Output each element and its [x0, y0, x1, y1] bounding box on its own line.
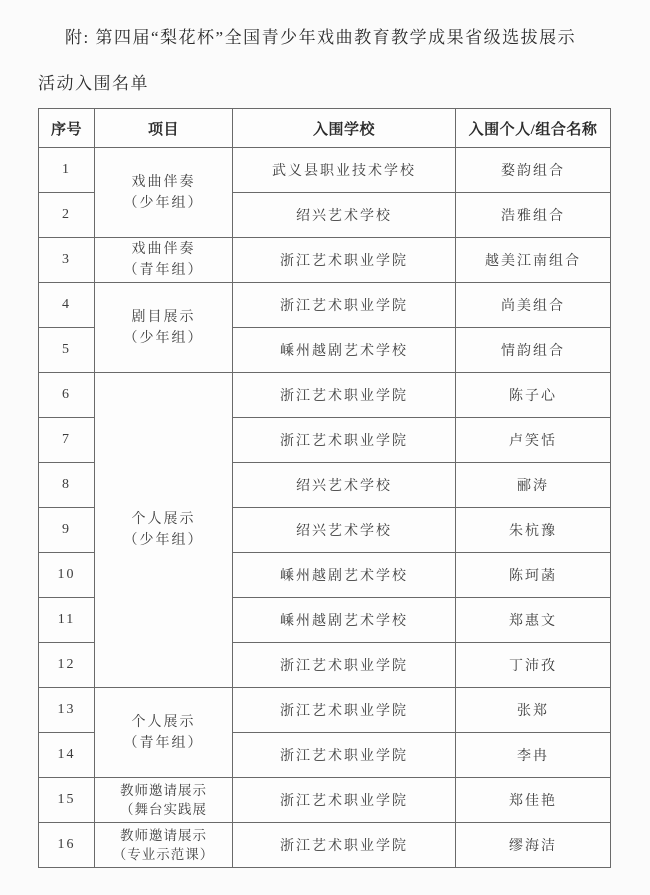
project-line: 教师邀请展示 [120, 783, 207, 798]
cell-name: 李冉 [456, 733, 611, 778]
cell-serial: 9 [39, 508, 95, 553]
table-row [39, 823, 611, 868]
cell-project [95, 688, 233, 778]
project-line: 个人展示 [131, 512, 196, 527]
column-header-project: 项目 [95, 109, 233, 148]
cell-serial: 16 [39, 823, 95, 868]
project-line: 剧目展示 [131, 309, 196, 325]
cell-serial: 12 [39, 643, 95, 688]
cell-serial: 1 [39, 148, 95, 193]
cell-name: 情韵组合 [456, 328, 611, 373]
cell-school: 浙江艺术职业学院 [233, 688, 456, 733]
cell-school: 武义县职业技术学校 [233, 148, 456, 193]
cell-serial: 4 [39, 283, 95, 328]
cell-serial: 15 [39, 778, 95, 823]
cell-school: 浙江艺术职业学院 [233, 418, 456, 463]
table-row [39, 148, 611, 193]
cell-school: 浙江艺术职业学院 [233, 373, 456, 418]
cell-name: 缪海洁 [456, 823, 611, 868]
project-line: 戏曲伴奏 [131, 174, 196, 190]
cell-name: 郦涛 [456, 463, 611, 508]
cell-project [95, 148, 233, 238]
cell-name: 婺韵组合 [456, 148, 611, 193]
table-row [39, 778, 611, 823]
cell-name: 郑惠文 [456, 598, 611, 643]
cell-serial: 13 [39, 688, 95, 733]
cell-school: 嵊州越剧艺术学校 [233, 328, 456, 373]
project-line: （少年组） [123, 195, 204, 211]
cell-school: 浙江艺术职业学院 [233, 733, 456, 778]
project-line: （舞台实践展 [120, 802, 207, 817]
table-row [39, 238, 611, 283]
table-row [39, 688, 611, 733]
cell-school: 绍兴艺术学校 [233, 508, 456, 553]
cell-serial: 14 [39, 733, 95, 778]
cell-name: 浩雅组合 [456, 193, 611, 238]
project-line: （少年组） [123, 533, 204, 548]
cell-name: 丁沛孜 [456, 643, 611, 688]
cell-school: 浙江艺术职业学院 [233, 643, 456, 688]
cell-serial: 6 [39, 373, 95, 418]
cell-serial: 8 [39, 463, 95, 508]
cell-name: 张郑 [456, 688, 611, 733]
cell-serial: 2 [39, 193, 95, 238]
cell-name: 卢笑恬 [456, 418, 611, 463]
cell-school: 嵊州越剧艺术学校 [233, 598, 456, 643]
cell-serial: 5 [39, 328, 95, 373]
cell-school: 浙江艺术职业学院 [233, 778, 456, 823]
cell-name: 尚美组合 [456, 283, 611, 328]
cell-project [95, 238, 233, 283]
cell-serial: 10 [39, 553, 95, 598]
cell-name: 越美江南组合 [456, 238, 611, 283]
cell-project [95, 373, 233, 688]
cell-project [95, 778, 233, 823]
table-row [39, 373, 611, 418]
column-header-serial: 序号 [39, 109, 95, 148]
cell-name: 郑佳艳 [456, 778, 611, 823]
cell-school: 浙江艺术职业学院 [233, 823, 456, 868]
cell-school: 浙江艺术职业学院 [233, 283, 456, 328]
cell-project [95, 283, 233, 373]
cell-school: 浙江艺术职业学院 [233, 238, 456, 283]
project-line: 个人展示 [131, 714, 196, 730]
cell-serial: 7 [39, 418, 95, 463]
table-row [39, 283, 611, 328]
project-line: 教师邀请展示 [120, 828, 207, 843]
project-line: （少年组） [123, 330, 204, 346]
cell-serial: 3 [39, 238, 95, 283]
cell-school: 绍兴艺术学校 [233, 463, 456, 508]
cell-school: 嵊州越剧艺术学校 [233, 553, 456, 598]
results-table [38, 108, 611, 868]
column-header-name: 入围个人/组合名称 [456, 109, 611, 148]
project-line: 戏曲伴奏 [131, 242, 196, 257]
cell-project [95, 823, 233, 868]
cell-name: 陈子心 [456, 373, 611, 418]
project-line: （专业示范课） [112, 847, 215, 862]
document-title-line-2: 活动入围名单 [38, 74, 149, 93]
column-header-school: 入围学校 [233, 109, 456, 148]
document-title-line-1: 附: 第四届“梨花杯”全国青少年戏曲教育教学成果省级选拔展示 [65, 28, 577, 47]
header-row [39, 109, 611, 148]
cell-school: 绍兴艺术学校 [233, 193, 456, 238]
cell-name: 朱杭豫 [456, 508, 611, 553]
cell-serial: 11 [39, 598, 95, 643]
cell-name: 陈珂菡 [456, 553, 611, 598]
project-line: （青年组） [123, 735, 204, 751]
project-line: （青年组） [123, 263, 204, 278]
